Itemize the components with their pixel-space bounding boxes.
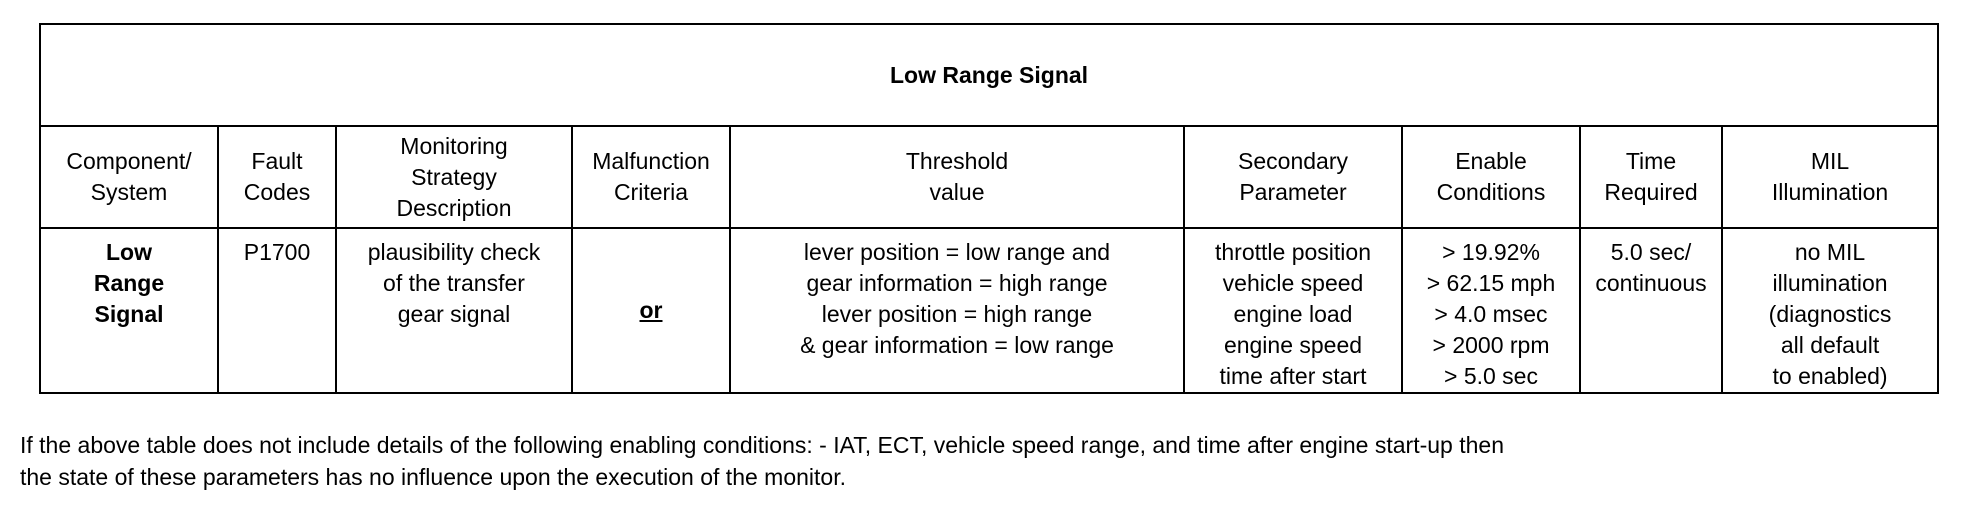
cell-malfunction [572, 228, 730, 393]
header-secondary: Secondary Parameter [1184, 126, 1402, 228]
header-row [40, 126, 1938, 228]
cell-component: Low Range Signal [40, 228, 218, 393]
header-threshold: Threshold value [730, 126, 1184, 228]
cell-mil: no MIL illumination (diagnostics all default to enabled) [1722, 228, 1938, 393]
header-malfunction: Malfunction Criteria [572, 126, 730, 228]
or-label: or [639, 297, 663, 323]
cell-time: 5.0 sec/ continuous [1580, 228, 1722, 393]
header-fault-codes: Fault Codes [218, 126, 336, 228]
cell-enable: > 19.92% > 62.15 mph > 4.0 msec > 2000 rpm > 5.0 sec [1402, 228, 1580, 393]
table-row [40, 228, 1938, 393]
cell-secondary: throttle position vehicle speed engine load engine speed time after start [1184, 228, 1402, 393]
header-time: Time Required [1580, 126, 1722, 228]
table-title: Low Range Signal [40, 24, 1938, 126]
footnote: If the above table does not include details of the following enabling conditions: - IAT, ECT, vehicle speed range, and time after engine start-up then the state of these parameters has no influence upon the execution of the monitor. [20, 432, 1504, 490]
cell-threshold: lever position = low range and gear information = high range lever position = high range & gear information = low range [730, 228, 1184, 393]
header-strategy: Monitoring Strategy Description [336, 126, 572, 228]
header-mil: MIL Illumination [1722, 126, 1938, 228]
header-enable: Enable Conditions [1402, 126, 1580, 228]
cell-fault-code: P1700 [218, 228, 336, 393]
header-component: Component/ System [40, 126, 218, 228]
monitor-table [39, 23, 1939, 394]
cell-strategy: plausibility check of the transfer gear signal [336, 228, 572, 393]
